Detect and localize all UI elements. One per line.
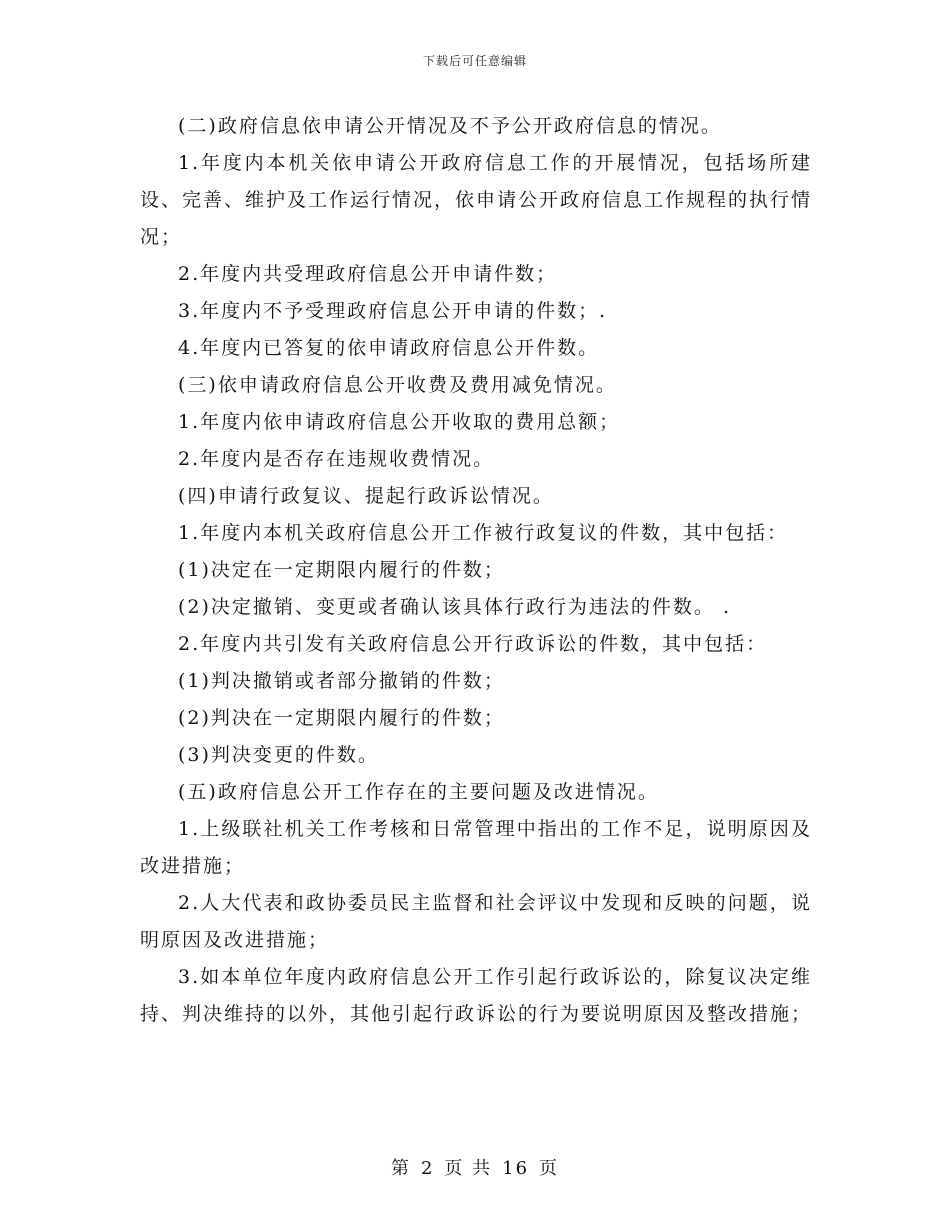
paragraph-13: 2.年度内共引发有关政府信息公开行政诉讼的件数，其中包括：	[178, 633, 768, 655]
document-body	[140, 108, 812, 1033]
footer-middle: 页 共	[444, 1158, 493, 1179]
paragraph-8: 2.年度内是否存在违规收费情况。	[178, 448, 495, 470]
paragraph-3: 2.年度内共受理政府信息公开申请件数；	[178, 263, 558, 285]
paragraph-5: 4.年度内已答复的依申请政府信息公开件数。	[178, 337, 600, 359]
page-header: 下载后可任意编辑	[422, 54, 527, 68]
paragraph-6: (三)依申请政府信息公开收费及费用减免情况。	[178, 374, 617, 396]
paragraph-1: (二)政府信息依申请公开情况及不予公开政府信息的情况。	[178, 115, 722, 137]
page-footer	[0, 1154, 950, 1180]
footer-prefix: 第	[390, 1158, 411, 1179]
paragraph-16: (3)判决变更的件数。	[178, 744, 379, 766]
paragraph-4: 3.年度内不予受理政府信息公开申请的件数；.	[178, 300, 608, 322]
paragraph-20: 3.如本单位年度内政府信息公开工作引起行政诉讼的，除复议决定维持、判决维持的以外，其他引起行政诉讼的行为要说明原因及整改措施；	[140, 966, 813, 1025]
paragraph-15: (2)判决在一定期限内履行的件数；	[178, 707, 505, 729]
paragraph-7: 1.年度内依申请政府信息公开收取的费用总额；	[178, 411, 621, 433]
paragraph-12: (2)决定撤销、变更或者确认该具体行政行为违法的件数。 .	[178, 596, 731, 618]
paragraph-14: (1)判决撤销或者部分撤销的件数；	[178, 670, 505, 692]
paragraph-10: 1.年度内本机关政府信息公开工作被行政复议的件数，其中包括：	[178, 522, 789, 544]
footer-suffix: 页	[539, 1158, 560, 1179]
footer-total-pages: 16	[502, 1158, 530, 1179]
paragraph-19: 2.人大代表和政协委员民主监督和社会评议中发现和反映的问题，说明原因及改进措施；	[140, 892, 812, 951]
paragraph-2: 1.年度内本机关依申请公开政府信息工作的开展情况，包括场所建设、完善、维护及工作运行情况，依申请公开政府信息工作规程的执行情况；	[140, 152, 813, 248]
paragraph-11: (1)决定在一定期限内履行的件数；	[178, 559, 505, 581]
paragraph-17: (五)政府信息公开工作存在的主要问题及改进情况。	[178, 781, 659, 803]
paragraph-18: 1.上级联社机关工作考核和日常管理中指出的工作不足，说明原因及改进措施；	[140, 818, 812, 877]
paragraph-9: (四)申请行政复议、提起行政诉讼情况。	[178, 485, 554, 507]
footer-page-number: 2	[420, 1158, 435, 1179]
